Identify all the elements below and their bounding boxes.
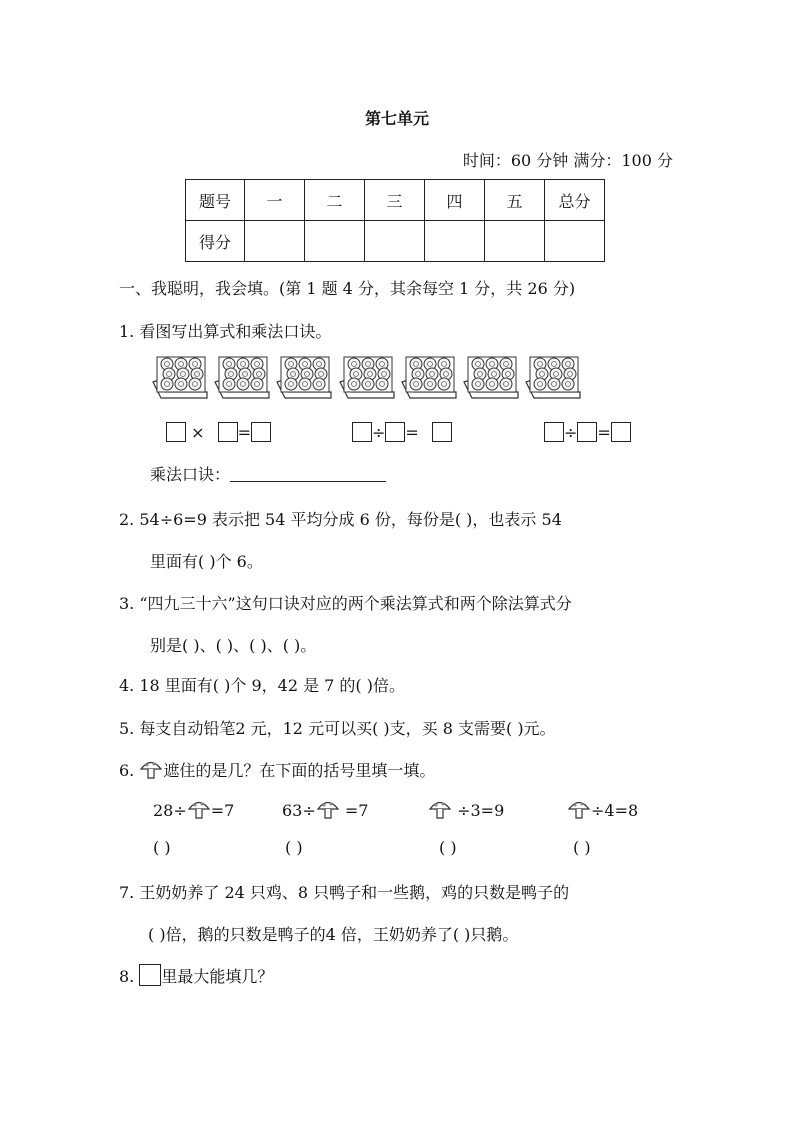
answer-box[interactable] (139, 964, 161, 986)
score-input-cell[interactable] (305, 221, 365, 262)
divide-sign: ÷ (372, 423, 386, 442)
q6-answer-paren[interactable]: ( ) (285, 838, 303, 857)
q6-answer-paren[interactable]: ( ) (439, 838, 457, 857)
equals-sign: = (237, 423, 251, 442)
answer-box[interactable] (352, 422, 372, 442)
verse-label: 乘法口诀： (150, 465, 231, 484)
q6-expr-1 (153, 798, 234, 820)
egg-tray-icon (213, 354, 271, 400)
egg-tray-icon (462, 354, 520, 400)
egg-tray-icon (524, 354, 582, 400)
q6-text: 遮住的是几？在下面的括号里填一填。 (163, 761, 436, 780)
expr-before: 28÷ (153, 801, 187, 820)
q6-answer-paren[interactable]: ( ) (153, 838, 171, 857)
score-table-header-row (186, 180, 605, 221)
egg-tray-icon (400, 354, 458, 400)
q3-line1: 3. “四九三十六”这句口诀对应的两个乘法算式和两个除法算式分 (119, 594, 572, 613)
score-input-cell[interactable] (245, 221, 305, 262)
page-title: 第七单元 (364, 109, 429, 128)
q6-answer-paren[interactable]: ( ) (573, 838, 591, 857)
equals-sign: = (405, 423, 419, 442)
mushroom-icon (428, 798, 452, 820)
tray-item (299, 378, 311, 390)
divide-sign: ÷ (564, 423, 578, 442)
answer-box[interactable] (385, 422, 405, 442)
score-table-cell: 四 (425, 180, 485, 221)
tray-item (348, 378, 360, 390)
expr-after: =7 (210, 801, 235, 820)
tray-item (562, 378, 574, 390)
score-table (185, 179, 605, 262)
score-input-cell[interactable] (425, 221, 485, 262)
time-info: 时间：60 分钟 满分：100 分 (462, 151, 673, 170)
tray-item (189, 378, 201, 390)
egg-tray-icon (151, 354, 209, 400)
q6-expr-4 (567, 798, 638, 820)
score-table-cell: 总分 (545, 180, 605, 221)
answer-box[interactable] (432, 422, 452, 442)
q8-number: 8. (119, 967, 135, 986)
score-table-cell: 一 (245, 180, 305, 221)
answer-box[interactable] (251, 422, 271, 442)
tray-item (438, 378, 450, 390)
tray-item (161, 378, 173, 390)
tray-item (424, 378, 436, 390)
answer-box[interactable] (577, 422, 597, 442)
tray-item (313, 378, 325, 390)
expr-after: ÷4=8 (591, 801, 639, 820)
score-input-cell[interactable] (545, 221, 605, 262)
section1-heading: 一、我聪明，我会填。(第 1 题 4 分，其余每空 1 分，共 26 分) (119, 279, 576, 298)
tray-item (534, 378, 546, 390)
times-sign: × (191, 423, 205, 442)
egg-tray-icon (338, 354, 396, 400)
q6-row (119, 758, 435, 781)
score-table-cell: 题号 (186, 180, 245, 221)
q1-equation-divide-2 (544, 422, 631, 442)
q5-text: 5. 每支自动铅笔2 元，12 元可以买( )支，买 8 支需要( )元。 (119, 719, 556, 738)
tray-item (548, 378, 560, 390)
score-table-cell: 三 (365, 180, 425, 221)
verse-answer-line[interactable] (230, 467, 386, 482)
tray-item (285, 378, 297, 390)
equals-sign: = (597, 423, 611, 442)
tray-item (500, 378, 512, 390)
mushroom-icon (187, 798, 211, 820)
tray-item (175, 378, 187, 390)
answer-box[interactable] (611, 422, 631, 442)
tray-item (223, 378, 235, 390)
q1-equation-divide-1 (352, 422, 452, 442)
tray-item (237, 378, 249, 390)
q7-line1: 7. 王奶奶养了 24 只鸡、8 只鸭子和一些鹅，鸡的只数是鸭子的 (119, 883, 570, 902)
expr-after: =7 (339, 801, 369, 820)
q1-verse-row (150, 462, 386, 485)
answer-box[interactable] (544, 422, 564, 442)
q8-row (119, 964, 273, 987)
score-input-cell[interactable] (485, 221, 545, 262)
q6-expr-2 (282, 798, 368, 820)
score-table-cell: 五 (485, 180, 545, 221)
q2-line2: 里面有( )个 6。 (150, 552, 263, 571)
q8-text: 里最大能填几？ (161, 967, 274, 986)
q1-equation-multiply (166, 422, 271, 442)
egg-tray-icon (275, 354, 333, 400)
mushroom-icon (316, 798, 340, 820)
tray-item (251, 378, 263, 390)
score-input-cell[interactable] (365, 221, 425, 262)
tray-item (410, 378, 422, 390)
q7-line2: ( )倍，鹅的只数是鸭子的4 倍，王奶奶养了( )只鹅。 (148, 925, 519, 944)
q4-text: 4. 18 里面有( )个 9，42 是 7 的( )倍。 (119, 676, 406, 695)
q1-text: 1. 看图写出算式和乘法口诀。 (119, 322, 332, 341)
expr-before: 63÷ (282, 801, 316, 820)
q6-number: 6. (119, 761, 135, 780)
tray-item (486, 378, 498, 390)
tray-item (472, 378, 484, 390)
expr-after: ÷3=9 (452, 801, 505, 820)
score-row-label: 得分 (186, 221, 245, 262)
answer-box[interactable] (166, 422, 186, 442)
mushroom-icon (139, 758, 163, 780)
tray-item (376, 378, 388, 390)
answer-box[interactable] (218, 422, 238, 442)
q2-line1: 2. 54÷6=9 表示把 54 平均分成 6 份，每份是( )，也表示 54 (119, 510, 562, 529)
q6-expr-3 (428, 798, 504, 820)
score-table-cell: 二 (305, 180, 365, 221)
tray-item (362, 378, 374, 390)
mushroom-icon (567, 798, 591, 820)
q3-line2: 别是( )、( )、( )、( )。 (150, 636, 317, 655)
score-table-score-row (186, 221, 605, 262)
